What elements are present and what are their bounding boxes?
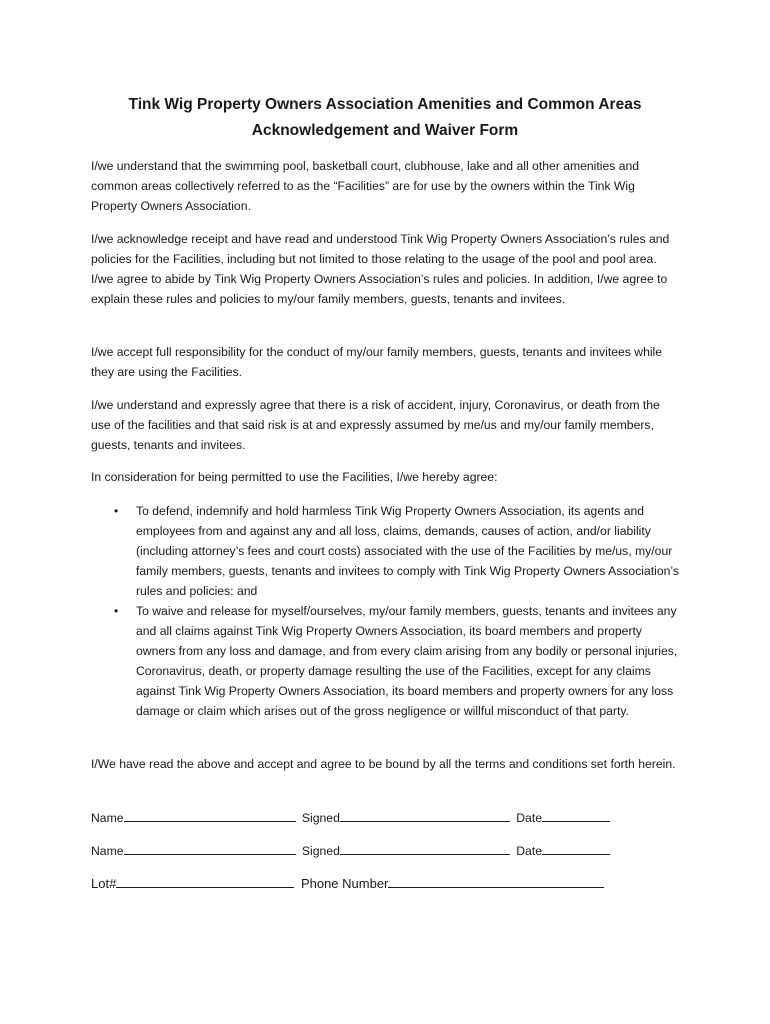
name-field[interactable] <box>124 840 296 855</box>
signature-field[interactable] <box>340 807 510 822</box>
date-field[interactable] <box>542 807 610 822</box>
date-label: Date <box>516 811 542 825</box>
paragraph-risk: I/we understand and expressly agree that there is a risk of accident, injury, Coronavirus, or death from the use of the facilities and that said risk is at and expressly assumed by me/us and my/our family members, guests, tenants and invitees. <box>91 398 660 452</box>
agreement-list <box>91 501 681 721</box>
date-field[interactable] <box>542 840 610 855</box>
list-item-text: To waive and release for myself/ourselves, my/our family members, guests, tenants and invitees any and all claims against Tink Wig Property Owners Association, its board members and property owners from any loss and damage, and from every claim arising from any bodily or personal injuries, Coronavirus, death, or property damage resulting the use of the Facilities, except for any claims against Tink Wig Property Owners Association, its board members and property owners for any loss damage or claim which arises out of the gross negligence or willful misconduct of that party. <box>136 604 678 718</box>
signed-label: Signed <box>301 844 340 858</box>
phone-label: Phone Number <box>300 876 389 891</box>
paragraph-responsibility: I/we accept full responsibility for the conduct of my/our family members, guests, tenants and invitees while they are using the Facilities. <box>91 345 663 379</box>
bullet-icon: • <box>114 604 119 618</box>
phone-field[interactable] <box>388 873 604 888</box>
bullet-icon: • <box>114 504 119 518</box>
lot-phone-row <box>91 873 607 894</box>
paragraph-facilities: I/we understand that the swimming pool, basketball court, clubhouse, lake and all other amenities and common areas collectively referred to as the “Facilities” are for use by the owners within the Tink Wig Property Owners Association. <box>91 159 640 213</box>
name-label: Name <box>91 811 124 825</box>
name-label: Name <box>91 844 124 858</box>
name-field[interactable] <box>124 807 296 822</box>
lot-label: Lot# <box>91 876 117 891</box>
page-title <box>60 92 710 144</box>
title-line-2: Acknowledgement and Waiver Form <box>251 122 519 139</box>
lot-field[interactable] <box>116 873 294 888</box>
signed-label: Signed <box>301 811 340 825</box>
list-item <box>91 501 681 601</box>
signature-row-2 <box>91 840 613 861</box>
title-line-1: Tink Wig Property Owners Association Amenities and Common Areas <box>128 96 642 113</box>
paragraph-rules: I/we acknowledge receipt and have read and understood Tink Wig Property Owners Association’s rules and policies for the Facilities, including but not limited to those relating to the usage of the pool and pool area. I/we agree to abide by Tink Wig Property Owners Association’s rules and policies. In addition, I/we agree to explain these rules and policies to my/our family members, guests, tenants and invitees. <box>91 232 670 306</box>
list-item <box>91 601 681 721</box>
list-item-text: To defend, indemnify and hold harmless Tink Wig Property Owners Association, its agents and employees from and against any and all loss, claims, demands, causes of action, and/or liability (including attorney’s fees and court costs) associated with the use of the Facilities by me/us, my/our family members, guests, tenants and invitees to comply with Tink Wig Property Owners Association’s rules and policies: and <box>136 504 680 598</box>
paragraph-closing: I/We have read the above and accept and agree to be bound by all the terms and conditions set forth herein. <box>91 757 676 771</box>
date-label: Date <box>516 844 542 858</box>
signature-field[interactable] <box>340 840 510 855</box>
signature-row-1 <box>91 807 613 828</box>
paragraph-consideration: In consideration for being permitted to use the Facilities, I/we hereby agree: <box>91 470 498 484</box>
